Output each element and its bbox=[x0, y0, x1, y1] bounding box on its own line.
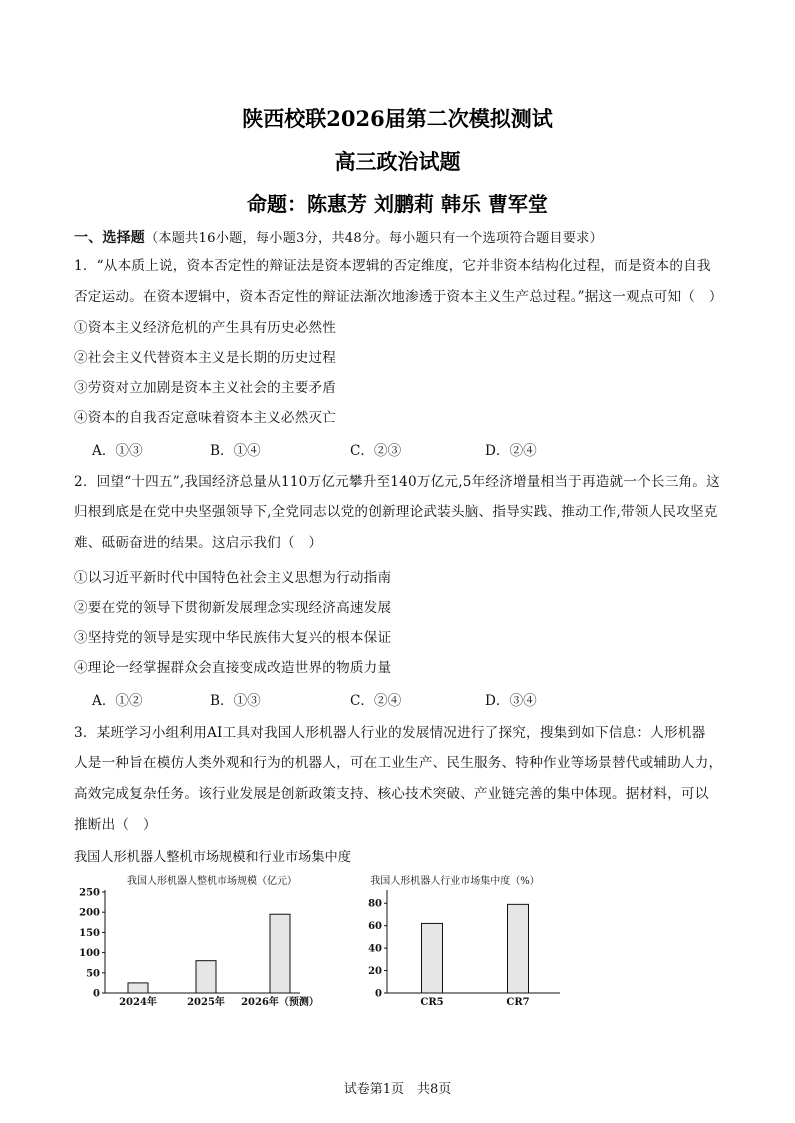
q3-stem-line-4: 推断出（ ） bbox=[74, 817, 157, 833]
q1-option-d[interactable]: D．②④ bbox=[485, 443, 537, 459]
q1-options bbox=[92, 439, 652, 459]
q1-statement-3: ③劳资对立加剧是资本主义社会的主要矛盾 bbox=[74, 380, 337, 396]
q1-option-c[interactable]: C．②③ bbox=[350, 443, 402, 459]
q2-option-d[interactable]: D．③④ bbox=[485, 693, 537, 709]
market-size-chart-title: 我国人形机器人整机市场规模（亿元） bbox=[127, 876, 297, 887]
market-size-y-tick-label: 150 bbox=[79, 927, 100, 939]
q2-statement-1: ①以习近平新时代中国特色社会主义思想为行动指南 bbox=[74, 570, 392, 586]
concentration-bar bbox=[508, 904, 529, 993]
market-size-bar bbox=[270, 914, 290, 993]
q1-statement-2: ②社会主义代替资本主义是长期的历史过程 bbox=[74, 350, 337, 366]
concentration-y-tick-label: 20 bbox=[368, 966, 382, 978]
q2-statement-4: ④理论一经掌握群众会直接变成改造世界的物质力量 bbox=[74, 660, 392, 676]
concentration-x-tick-label: CR7 bbox=[506, 997, 530, 1008]
q3-stem-line-3: 高效完成复杂任务。该行业发展是创新政策支持、核心技术突破、产业链完善的集中体现。据材料，可以 bbox=[74, 786, 709, 802]
q2-option-a[interactable]: A．①② bbox=[92, 693, 143, 709]
market-size-y-tick-label: 250 bbox=[79, 887, 100, 899]
concentration-bar bbox=[422, 923, 443, 993]
q2-statement-2: ②要在党的领导下贯彻新发展理念实现经济高速发展 bbox=[74, 600, 392, 616]
market-size-x-tick-label: 2025年 bbox=[187, 997, 225, 1008]
q2-stem-line-2: 归根到底是在党中央坚强领导下,全党同志以党的创新理论武装头脑、指导实践、推动工作,带领人民攻坚克 bbox=[74, 504, 718, 520]
section-heading bbox=[74, 227, 724, 247]
market-size-bar bbox=[196, 961, 216, 993]
market-size-y-tick-label: 100 bbox=[79, 948, 100, 960]
chart-caption: 我国人形机器人整机市场规模和行业市场集中度 bbox=[74, 850, 351, 865]
concentration-chart-title: 我国人形机器人行业市场集中度（%） bbox=[370, 876, 540, 887]
section-note: （本题共16小题，每小题3分，共48分。每小题只有一个选项符合题目要求） bbox=[145, 231, 603, 246]
exam-title: 陕西校联2026届第二次模拟测试 bbox=[242, 106, 553, 131]
market-size-y-tick-label: 0 bbox=[93, 988, 100, 1000]
market-size-x-tick-label: 2026年（预测） bbox=[241, 997, 319, 1008]
market-size-y-tick-label: 50 bbox=[86, 968, 100, 980]
exam-authors: 命题：陈惠芳 刘鹏莉 韩乐 曹军堂 bbox=[247, 192, 548, 216]
q3-stem-line-2: 人是一种旨在模仿人类外观和行为的机器人，可在工业生产、民生服务、特种作业等场景替代或辅助人力， bbox=[74, 755, 723, 771]
market-size-y-tick-label: 200 bbox=[79, 907, 100, 919]
q2-option-c[interactable]: C．②④ bbox=[350, 693, 402, 709]
market-size-x-tick-label: 2024年 bbox=[119, 997, 157, 1008]
market-size-bar bbox=[128, 983, 148, 993]
q1-statement-1: ①资本主义经济危机的产生具有历史必然性 bbox=[74, 320, 337, 336]
q1-stem-line-2: 否定运动。在资本逻辑中，资本否定性的辩证法渐次地渗透于资本主义生产总过程。”据这一观点可知（ ） bbox=[74, 289, 723, 305]
concentration-y-tick-label: 40 bbox=[368, 943, 382, 955]
q3-stem-line-1: 3．某班学习小组利用AI工具对我国人形机器人行业的发展情况进行了探究，搜集到如下信息：人形机器 bbox=[74, 725, 706, 741]
q2-statement-3: ③坚持党的领导是实现中华民族伟大复兴的根本保证 bbox=[74, 630, 392, 646]
q1-statement-4: ④资本的自我否定意味着资本主义必然灭亡 bbox=[74, 410, 337, 426]
concentration-x-tick-label: CR5 bbox=[420, 997, 444, 1008]
section-title: 一、选择题 bbox=[74, 230, 145, 246]
q1-option-b[interactable]: B．①④ bbox=[210, 443, 261, 459]
q2-stem-line-3: 难、砥砺奋进的结果。这启示我们（ ） bbox=[74, 535, 323, 551]
page-footer: 试卷第1页 共8页 bbox=[343, 1082, 452, 1097]
concentration-y-tick-label: 0 bbox=[375, 988, 382, 1000]
q2-stem-line-1: 2．回望“十四五”,我国经济总量从110万亿元攀升至140万亿元,5年经济增量相当于再造就一个长三角。这 bbox=[74, 474, 720, 490]
charts-container bbox=[0, 860, 795, 1020]
concentration-y-tick-label: 80 bbox=[368, 898, 382, 910]
exam-subtitle: 高三政治试题 bbox=[334, 149, 461, 174]
q2-option-b[interactable]: B．①③ bbox=[210, 693, 261, 709]
q1-option-a[interactable]: A．①③ bbox=[92, 443, 143, 459]
concentration-y-tick-label: 60 bbox=[368, 921, 382, 933]
q2-options bbox=[92, 689, 652, 709]
q1-stem-line-1: 1．“从本质上说，资本否定性的辩证法是资本逻辑的否定维度，它并非资本结构化过程，而是资本的自我 bbox=[74, 258, 711, 274]
